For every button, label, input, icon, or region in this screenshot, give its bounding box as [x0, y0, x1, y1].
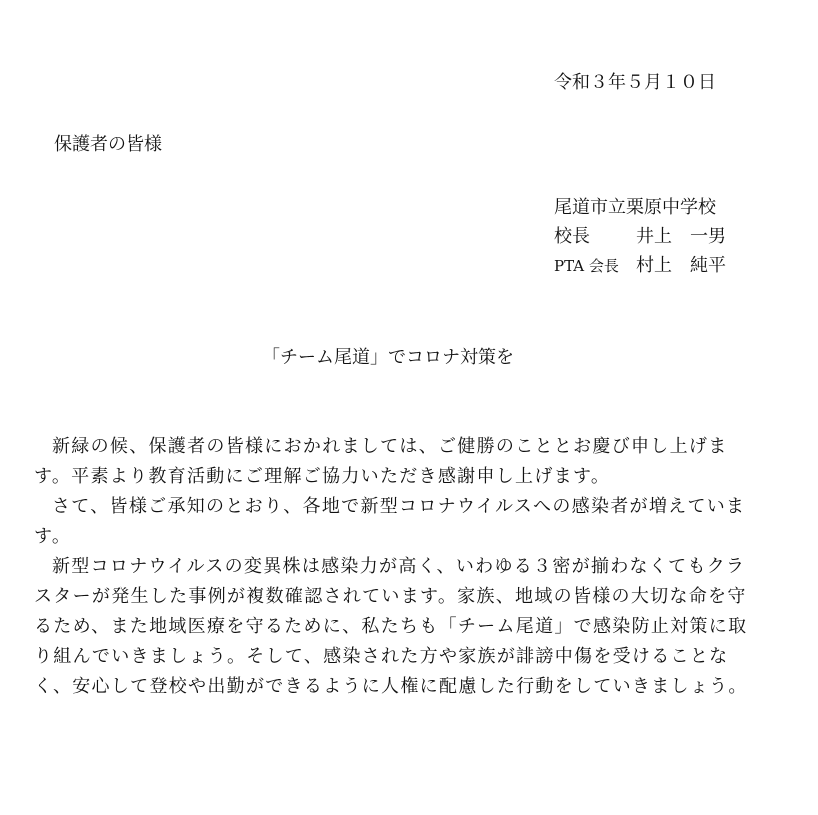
principal-role: 校長 — [554, 226, 590, 247]
pta-name: 村上 純平 — [636, 255, 726, 276]
principal-name: 井上 一男 — [636, 226, 726, 247]
paragraph-situation: さて、皆様ご承知のとおり、各地で新型コロナウイルスへの感染者が増えています。 — [34, 496, 746, 547]
paragraph-request: 新型コロナウイルスの変異株は感染力が高く、いわゆる３密が揃わなくてもクラスターが発生した事例が複数確認されています。家族、地域の皆様の大切な命を守るため、また地域医療を守るために、私たちも「チーム尾道」で感染防止対策に取り組んでいきましょう。そして、感染された方や家族が誹謗中傷を受けることなく、安心して登校や出勤ができるように人権に配慮した行動をしていきましょう。 — [34, 556, 748, 697]
pta-role: PTA 会長 — [554, 257, 619, 275]
letter-title: 「チーム尾道」でコロナ対策を — [262, 347, 514, 368]
sender-block — [554, 193, 726, 280]
addressee: 保護者の皆様 — [54, 134, 162, 155]
paragraph-greeting: 新緑の候、保護者の皆様におかれましては、ご健勝のこととお慶び申し上げます。平素より教育活動にご理解ご協力いただき感謝申し上げます。 — [34, 436, 728, 487]
school-name: 尾道市立栗原中学校 — [554, 197, 716, 218]
letter-body — [34, 432, 764, 702]
letter-date: 令和３年５月１０日 — [554, 72, 716, 93]
pta-line — [554, 251, 726, 280]
principal-line — [554, 222, 726, 251]
